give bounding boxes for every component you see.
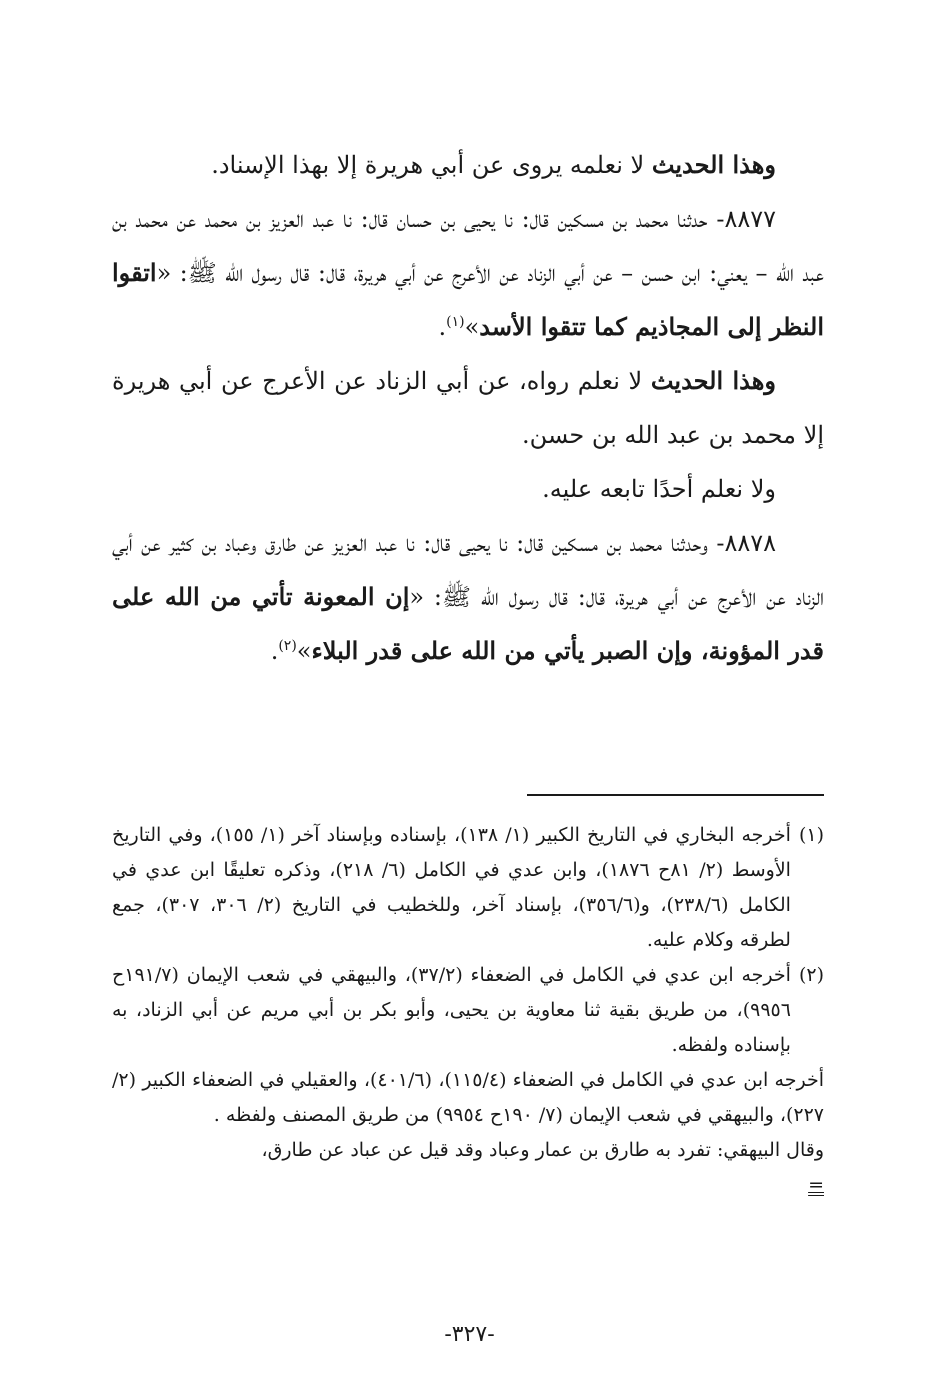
footnote-separator	[527, 794, 824, 796]
paragraph-4: ولا نعلم أحدًا تابعه عليه.	[542, 475, 776, 503]
continuation-mark: =	[808, 1174, 824, 1196]
paragraph-1	[112, 138, 824, 192]
quote-close: »	[464, 313, 480, 341]
hadith-quote: إن المعونة تأتي من الله على قدر المؤونة، وإن الصبر يأتي من الله على قدر البلاء	[112, 582, 824, 665]
footnote-ref-1[interactable]: (١)	[446, 314, 465, 330]
quote-close: »	[296, 637, 312, 665]
lead-phrase: وهذا الحديث	[651, 150, 776, 179]
hadith-quote: اتقوا النظر إلى المجاذيم كما تتقوا الأسد	[112, 258, 824, 341]
footnote-2-continuation: أخرجه ابن عدي في الكامل في الضعفاء (١١٥/٤)، (٤٠١/٦)، والعقيلي في الضعفاء الكبير (٢/ ٢٢٧)، والبيهقي في شعب الإيمان (٧/ ١٩٠ح ٩٩٥٤) من طريق المصنف ولفظه .	[112, 1069, 824, 1126]
page-number: -٣٢٧-	[444, 1322, 495, 1347]
footnote-text: وقال البيهقي: تفرد به طارق بن عمار وعباد وقد قيل عن عباد عن طارق،	[261, 1139, 824, 1161]
paragraph-text: لا نعلمه يروى عن أبي هريرة إلا بهذا الإسناد.	[211, 151, 652, 179]
footnote-2-bayhaqi	[112, 1133, 824, 1203]
paragraph-text: لا نعلم رواه، عن أبي الزناد عن الأعرج عن أبي هريرة إلا محمد بن عبد الله بن حسن.	[112, 367, 824, 449]
footnote-text: أخرجه ابن عدي في الكامل في الضعفاء (٣٧/٢)، والبيهقي في شعب الإيمان (١٩١/٧ح ٩٩٥٦)، من طريق بقية ثنا معاوية بن يحيى، وأبو بكر بن أبي مريم عن أبي الزناد، به بإسناده ولفظه.	[112, 964, 791, 1056]
footnotes	[112, 818, 824, 1203]
hadith-8877	[112, 192, 824, 354]
footnote-number: (١)	[798, 824, 824, 846]
footnote-text: أخرجه البخاري في التاريخ الكبير (١/ ١٣٨)، بإسناده وبإسناد آخر (١/ ١٥٥)، وفي التاريخ الأوسط (٢/ ٨١ح ١٨٧٦)، وابن عدي في الكامل (٦/ ٢١٨)، وذكره تعليقًا ابن عدي في الكامل (٢٣٨/٦)، و(٣٥٦/٦)، بإسناد آخر، وللخطيب في التاريخ (٢/ ٣٠٦، ٣٠٧)، جمع لطرقه وكلام عليه.	[112, 824, 791, 951]
paragraph-3	[112, 354, 824, 462]
footnote-ref-2[interactable]: (٢)	[278, 638, 297, 654]
footnote-2	[112, 958, 824, 1063]
lead-phrase: وهذا الحديث	[650, 366, 776, 395]
main-text	[112, 138, 824, 678]
footnote-1	[112, 818, 824, 958]
isnad-text: ٨٨٧٧- حدثنا محمد بن مسكين قال: نا يحيى بن حسان قال: نا عبد العزيز بن محمد عن محمد بن عبد الله – يعني: ابن حسن – عن أبي الزناد عن الأعرج عن أبي هريرة، قال: قال رسول الله ﷺ: «	[112, 205, 824, 287]
hadith-8878	[112, 516, 824, 678]
sentence-end: .	[438, 313, 447, 341]
sentence-end: .	[270, 637, 279, 665]
isnad-text: ٨٨٧٨- وحدثنا محمد بن مسكين قال: نا يحيى قال: نا عبد العزيز عن طارق وعباد بن كثير عن أبي الزناد عن الأعرج عن أبي هريرة، قال: قال رسول الله ﷺ: «	[112, 529, 825, 611]
footnote-number: (٢)	[798, 964, 824, 986]
